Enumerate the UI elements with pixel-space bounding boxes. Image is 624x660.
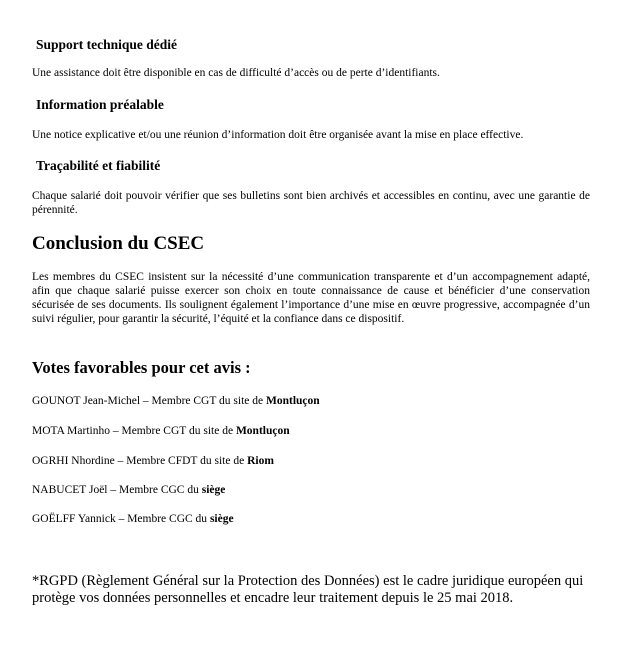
paragraph-tracabilite: Chaque salarié doit pouvoir vérifier que ses bulletins sont bien archivés et accessibles en continu, avec une garantie de pérennité. (32, 190, 590, 216)
vote-site: Montluçon (235, 425, 290, 437)
vote-member: MOTA Martinho – Membre CGT du site de (32, 425, 236, 437)
vote-member: GOËLFF Yannick – Membre CGC du (32, 513, 210, 525)
paragraph-information-prealable: Une notice explicative et/ou une réunion d’information doit être organisée avant la mise en place effective. (32, 129, 524, 141)
vote-site: siège (201, 484, 226, 496)
vote-site: Montluçon (266, 395, 320, 407)
vote-item (32, 425, 290, 437)
vote-site: siège (209, 513, 234, 525)
vote-item (32, 395, 320, 407)
vote-member: GOUNOT Jean-Michel – Membre CGT du site de (32, 395, 267, 407)
paragraph-support-technique: Une assistance doit être disponible en cas de difficulté d’accès ou de perte d’identifiants. (32, 67, 440, 79)
vote-item (32, 455, 274, 467)
vote-member: OGRHI Nhordine – Membre CFDT du site de (32, 455, 248, 467)
vote-item (32, 484, 225, 496)
vote-member: NABUCET Joël – Membre CGC du (32, 484, 202, 496)
heading-support-technique: Support technique dédié (36, 37, 178, 52)
footnote-rgpd: *RGPD (Règlement Général sur la Protection des Données) est le cadre juridique européen qui protège vos données personnelles et encadre leur traitement depuis le 25 mai 2018. (32, 573, 584, 606)
heading-conclusion: Conclusion du CSEC (32, 233, 205, 254)
vote-item (32, 513, 234, 525)
heading-tracabilite: Traçabilité et fiabilité (36, 158, 161, 173)
heading-votes: Votes favorables pour cet avis : (32, 358, 251, 377)
heading-information-prealable: Information préalable (36, 97, 164, 112)
vote-site: Riom (247, 455, 274, 467)
paragraph-conclusion: Les membres du CSEC insistent sur la nécessité d’une communication transparente et d’un accompagnement adapté, afin que chaque salarié puisse exercer son choix en toute connaissance de cause et bénéficier d’une conservation sécurisée de ses documents. Ils soulignent également l’importance d’une mise en œuvre progressive, accompagnée d’un suivi régulier, pour garantir la sécurité, l’équité et la confiance dans ce dispositif. (32, 271, 590, 325)
